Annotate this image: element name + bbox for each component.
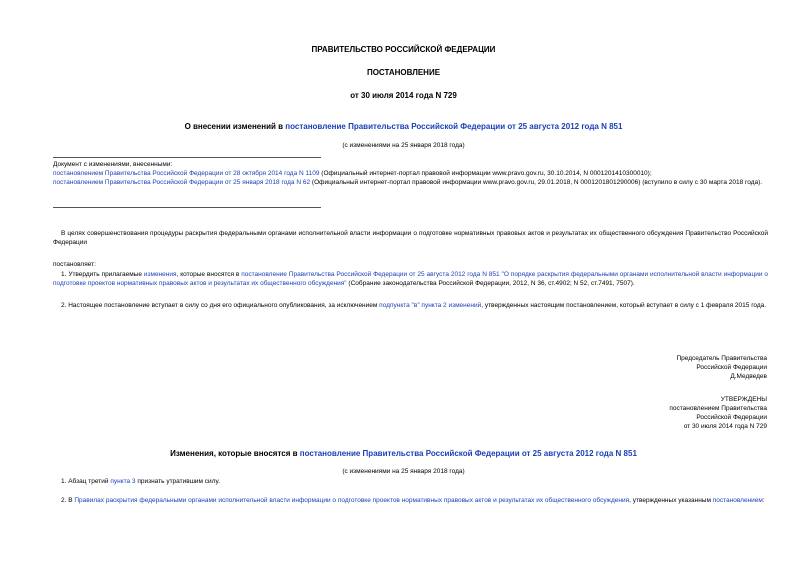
signature-country: Российской Федерации [696, 364, 767, 371]
document-title-prefix: О внесении изменений в [184, 122, 286, 131]
changes-edition-note: (с изменениями на 25 января 2018 года) [342, 468, 465, 475]
edition-note: (с изменениями на 25 января 2018 года) [342, 142, 465, 149]
paragraph-2-text-a: 2. Настоящее постановление вступает в силу со дня его официального опубликования, за исключением [61, 302, 380, 309]
document-type: ПОСТАНОВЛЕНИЕ [366, 68, 441, 77]
rules-link[interactable]: Правилах раскрытия федеральными органами исполнительной власти информации о подготовке проектов нормативных правовых актов и результатах их общественного обсуждения [74, 497, 630, 504]
changes-link[interactable]: изменения [143, 271, 177, 278]
changes-title-decree-link[interactable]: постановление Правительства Российской Федерации от 25 августа 2012 года N 851 [299, 449, 637, 458]
paragraph-1-text-a: 1. Утвердить прилагаемые [61, 271, 144, 278]
decrees-word: постановляет: [53, 261, 96, 268]
change-1-text-a: 1. Абзац третий [61, 478, 111, 485]
approval-date: от 30 июля 2014 года N 729 [683, 423, 767, 430]
point-3-link[interactable]: пункта 3 [110, 478, 136, 485]
approval-by: постановлением Правительства [669, 405, 767, 412]
amendment-1109-link[interactable]: постановлением Правительства Российской Федерации от 28 октября 2014 года N 1109 [53, 170, 320, 177]
amendment-item-2 [53, 178, 768, 187]
approval-country: Российской Федерации [696, 414, 767, 421]
government-heading: ПРАВИТЕЛЬСТВО РОССИЙСКОЙ ФЕДЕРАЦИИ [311, 45, 496, 54]
amendments-intro: Документ с изменениями, внесенными: [53, 161, 173, 168]
decree-link[interactable]: постановлением [712, 497, 763, 504]
amendment-2-source: (Официальный интернет-портал правовой информации www.pravo.gov.ru, 29.01.2018, N 0001201801290006) (вступило в силу с 30 марта 2018 года). [310, 179, 763, 186]
change-item-2 [53, 496, 768, 505]
preamble-paragraph: В целях совершенствования процедуры раскрытия федеральными органами исполнительной власти информации о подготовке нормативных правовых актов и результатах их общественного обсуждения Правительство Российской Федерации [53, 230, 768, 246]
paragraph-1-text-c: (Собрание законодательства Российской Федерации, 2012, N 36, ст.4902; N 52, ст.7491, 7507). [346, 280, 635, 287]
changes-title [0, 449, 807, 458]
amendments-block [53, 160, 768, 187]
amendment-1-source: (Официальный интернет-портал правовой информации www.pravo.gov.ru, 30.10.2014, N 0001201410300010); [319, 170, 652, 177]
subparagraph-v-link[interactable]: подпункта "в" пункта 2 изменений [379, 302, 482, 309]
paragraph-2-text-b: , утвержденных настоящим постановлением, который вступает в силу с 1 февраля 2015 года. [481, 302, 767, 309]
change-item-1 [53, 477, 768, 486]
divider-bottom [53, 207, 321, 208]
paragraph-1 [53, 270, 768, 288]
document-date-number: от 30 июля 2014 года N 729 [350, 91, 457, 100]
change-2-text-c: : [762, 497, 765, 504]
signature-block [567, 354, 767, 381]
change-2-text-b: , утвержденных указанным [629, 497, 713, 504]
title-decree-851-link[interactable]: постановление Правительства Российской Федерации от 25 августа 2012 года N 851 [285, 122, 623, 131]
approval-block [567, 395, 767, 431]
document-title [0, 122, 807, 131]
divider-top [53, 157, 321, 158]
change-1-text-b: признать утратившим силу. [135, 478, 220, 485]
signature-name: Д.Медведев [730, 373, 767, 380]
changes-title-prefix: Изменения, которые вносятся в [170, 449, 300, 458]
change-2-text-a: 2. В [61, 497, 75, 504]
signature-position: Председатель Правительства [676, 355, 767, 362]
paragraph-2 [53, 301, 768, 310]
decree-851-full-link[interactable]: постановление Правительства Российской Федерации от 25 августа 2012 года N 851 "О порядке раскрытия федеральными органами исполнительной власти информации о подготовке проектов нормативных правовых актов и результатах их общественного обсуждения" [53, 271, 768, 287]
paragraph-1-text-b: , которые вносятся в [176, 271, 242, 278]
approval-title: УТВЕРЖДЕНЫ [720, 396, 767, 403]
amendment-item-1 [53, 169, 768, 178]
amendment-62-link[interactable]: постановлением Правительства Российской Федерации от 25 января 2018 года N 62 [53, 179, 311, 186]
